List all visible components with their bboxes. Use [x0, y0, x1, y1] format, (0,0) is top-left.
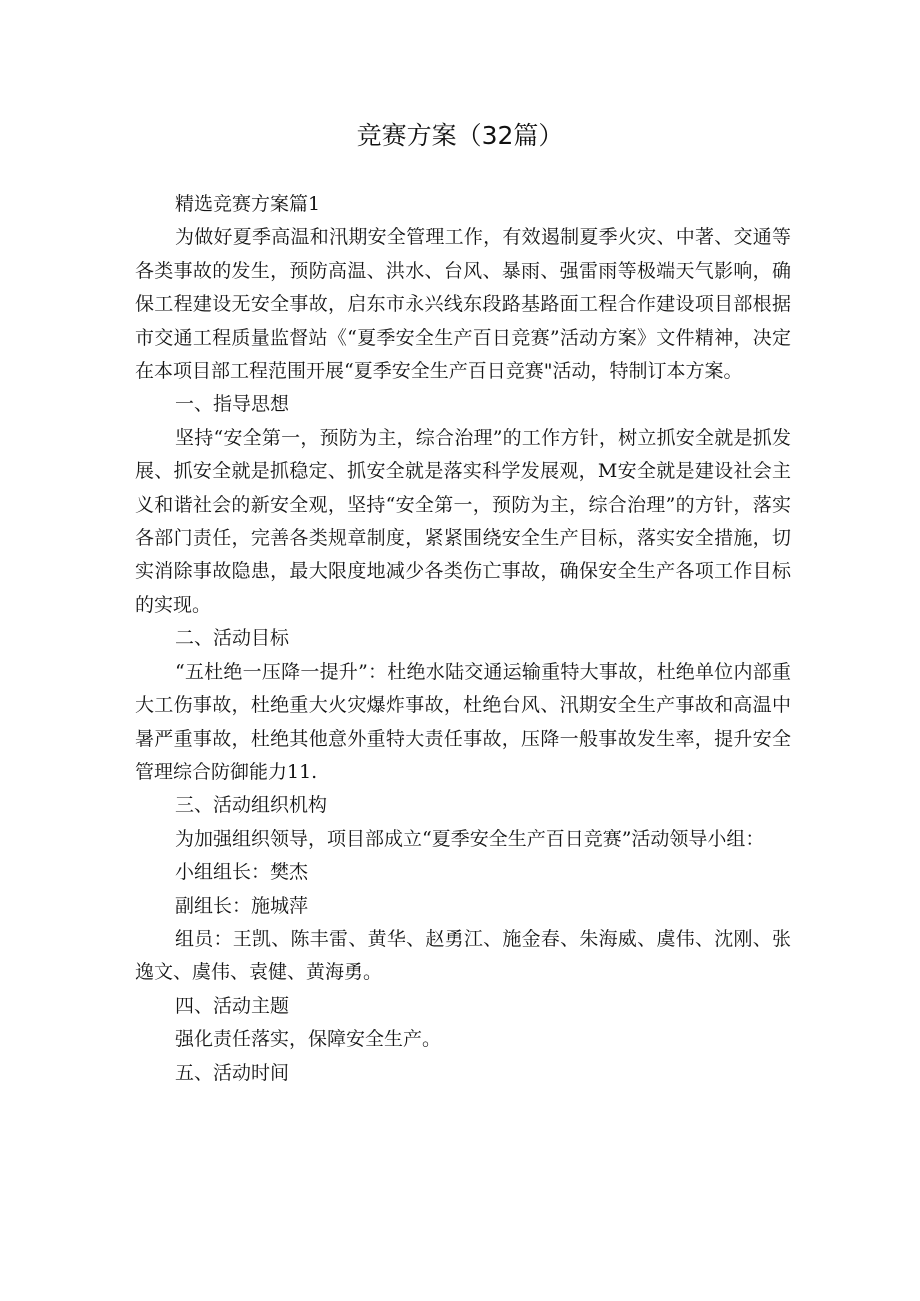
body-paragraph: 为加强组织领导，项目部成立“夏季安全生产百日竞赛”活动领导小组： [175, 827, 765, 850]
body-paragraph: 为做好夏季高温和汛期安全管理工作，有效遏制夏季火灾、中著、交通等各类事故的发生，预防高温、洪水、台风、暴雨、强雷雨等极端天气影响，确保工程建设无安全事故，启东市永兴线东段路基路面工程合作建设项目部根据市交通工程质量监督站《“夏季安全生产百日竞赛”活动方案》文件精神，决定在本项目部工程范围开展“夏季安全生产百日竞赛"活动，特制订本方案。 [135, 226, 791, 383]
team-leader-line: 小组组长：樊杰 [175, 861, 309, 884]
section-heading: 三、活动组织机构 [175, 794, 328, 817]
team-members-line: 组员：王凯、陈丰雷、黄华、赵勇江、施金春、朱海威、虞伟、沈刚、张逸文、虞伟、袁健、黄海勇。 [135, 927, 791, 984]
document-body [135, 188, 791, 1090]
section-heading: 一、指导思想 [175, 393, 290, 416]
section-heading: 精选竞赛方案篇1 [175, 193, 321, 215]
document-title: 竞赛方案（32篇） [356, 121, 564, 150]
section-heading: 二、活动目标 [175, 627, 290, 650]
deputy-leader-line: 副组长：施城萍 [175, 894, 309, 917]
section-heading: 五、活动时间 [175, 1061, 290, 1084]
section-heading: 四、活动主题 [175, 994, 290, 1017]
body-paragraph: 坚持“安全第一，预防为主，综合治理”的工作方针，树立抓安全就是抓发展、抓安全就是抓稳定、抓安全就是落实科学发展观，M安全就是建设社会主义和谐社会的新安全观，坚持“安全第一，预防为主，综合治理”的方针，落实各部门责任，完善各类规章制度，紧紧围绕安全生产目标，落实安全措施，切实消除事故隐患，最大限度地减少各类伤亡事故，确保安全生产各项工作目标的实现。 [135, 426, 791, 616]
body-paragraph: “五杜绝一压降一提升”：杜绝水陆交通运输重特大事故，杜绝单位内部重大工伤事故，杜绝重大火灾爆炸事故，杜绝台风、汛期安全生产事故和高温中暑严重事故，杜绝其他意外重特大责任事故，压降一般事故发生率，提升安全管理综合防御能力11. [135, 660, 791, 783]
body-paragraph: 强化责任落实，保障安全生产。 [175, 1028, 442, 1051]
